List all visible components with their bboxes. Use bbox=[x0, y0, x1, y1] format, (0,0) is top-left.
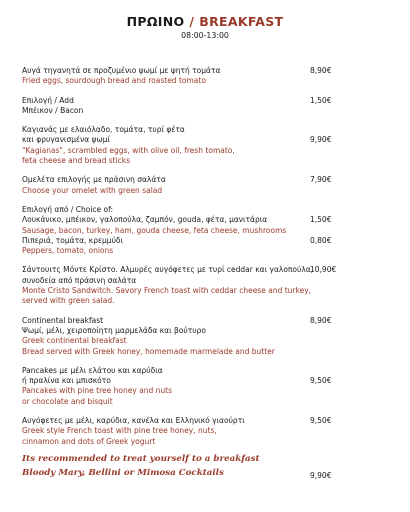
item-text-greek bbox=[22, 66, 332, 76]
menu-item bbox=[22, 125, 332, 166]
promo-price: 9,90€ bbox=[310, 470, 332, 480]
menu-item bbox=[22, 416, 332, 447]
item-text-english bbox=[22, 246, 332, 256]
item-price: 0,80€ bbox=[310, 235, 332, 245]
item-price: 7,90€ bbox=[310, 175, 332, 185]
item-text: Greek style French toast with pine tree honey, nuts, bbox=[22, 426, 217, 436]
item-price: 8,90€ bbox=[310, 66, 332, 75]
item-text: συνοδεία από πράσινη σαλάτα bbox=[22, 275, 137, 285]
item-text: και φρυγανισμένα ψωμί bbox=[22, 135, 111, 145]
item-text-english bbox=[22, 386, 332, 396]
item-text-greek bbox=[22, 175, 332, 185]
item-text-greek bbox=[22, 316, 332, 326]
item-text: Επιλογή από / Choice of: bbox=[22, 204, 114, 214]
item-text-greek bbox=[22, 96, 332, 106]
item-text-english bbox=[22, 226, 332, 236]
menu-list bbox=[22, 66, 337, 456]
item-text: Αυγά τηγανητά σε προζυμένιο ψωμί με ψητή τομάτα bbox=[22, 66, 221, 75]
item-text-greek bbox=[22, 326, 332, 336]
item-text: Peppers, tomato, onions bbox=[22, 246, 114, 256]
item-text: Ψωμί, μέλι, χειροποίητη μαρμελάδα και βούτυρο bbox=[22, 325, 206, 335]
menu-item bbox=[22, 205, 332, 256]
item-text: "Kagianas", scrambled eggs, with olive oil, fresh tomato, bbox=[22, 145, 235, 155]
item-text-english bbox=[22, 76, 332, 86]
item-text: Μπέικον / Bacon bbox=[22, 105, 84, 115]
item-text: Sausage, bacon, turkey, ham, gouda cheese, feta cheese, mushrooms bbox=[22, 225, 287, 235]
item-text-greek bbox=[22, 236, 332, 246]
item-text: Επιλογή / Add bbox=[22, 95, 74, 105]
item-text: Fried eggs, sourdough bread and roasted tomato bbox=[22, 76, 206, 86]
title-separator: / bbox=[189, 14, 195, 29]
item-text-english bbox=[22, 186, 332, 196]
item-text: Monte Cristo Sandwitch. Savory French toast with ceddar cheese and turkey, bbox=[22, 286, 312, 296]
item-text: cinnamon and dots of Greek yogurt bbox=[22, 436, 156, 446]
menu-item bbox=[22, 66, 332, 87]
menu-item bbox=[22, 96, 332, 117]
item-text-english bbox=[22, 146, 332, 156]
item-text-english bbox=[22, 156, 332, 166]
menu-item bbox=[22, 175, 332, 196]
item-price: 1,50€ bbox=[310, 95, 332, 105]
menu-item bbox=[22, 316, 332, 357]
item-text-greek bbox=[22, 376, 332, 386]
promo-line-2: Bloody Mary, Bellini or Mimosa Cocktails bbox=[22, 467, 224, 478]
item-price: 1,50€ bbox=[310, 215, 332, 225]
menu-title bbox=[0, 14, 410, 29]
title-greek: ΠΡΩΙΝΟ bbox=[126, 14, 185, 29]
item-text: Πιπεριά, τομάτα, κρεμμύδι bbox=[22, 235, 124, 245]
item-text: Greek continental breakfast bbox=[22, 336, 127, 346]
item-text: Bread served with Greek honey, homemade marmelade and butter bbox=[22, 346, 275, 356]
item-text-greek bbox=[22, 106, 332, 116]
item-text-greek bbox=[22, 125, 332, 135]
item-text-english bbox=[22, 397, 332, 407]
item-text-english bbox=[22, 426, 332, 436]
item-text-english bbox=[22, 347, 332, 357]
item-text: Pancakes with pine tree honey and nuts bbox=[22, 386, 172, 396]
opening-hours: 08:00-13:00 bbox=[181, 31, 229, 40]
menu-item bbox=[22, 366, 332, 407]
item-text: Choose your omelet with green salad bbox=[22, 185, 163, 195]
item-text: ή πραλίνα και μπισκότο bbox=[22, 376, 111, 386]
cocktail-promo bbox=[22, 453, 392, 480]
promo-line-1: Its recommended to treat yourself to a breakfast bbox=[22, 454, 260, 464]
item-text-greek bbox=[22, 416, 332, 426]
item-text-english bbox=[22, 437, 332, 447]
item-price: 9,90€ bbox=[310, 135, 332, 145]
item-text-english bbox=[22, 336, 332, 346]
item-text: Pancakes με μέλι ελάτου και καρύδια bbox=[22, 365, 163, 375]
item-text: Ομελέτα επιλογής με πράσινη σαλάτα bbox=[22, 175, 166, 185]
title-english: BREAKFAST bbox=[199, 14, 284, 29]
item-text: feta cheese and bread sticks bbox=[22, 156, 131, 166]
item-text-greek bbox=[22, 135, 332, 145]
item-text-greek bbox=[22, 205, 332, 215]
item-text-greek bbox=[22, 215, 332, 225]
item-text: or chocolate and bisquit bbox=[22, 396, 113, 406]
item-text-english bbox=[22, 286, 332, 296]
item-text: Λουκάνικο, μπέικον, γαλοπούλα, ζαμπόν, gouda, φέτα, μανιτάρια bbox=[22, 215, 268, 225]
item-text: served with green salad. bbox=[22, 296, 115, 306]
item-text-greek bbox=[22, 265, 337, 275]
item-text: Καγιανάς με ελαιόλαδο, τομάτα, τυρί φέτα bbox=[22, 125, 185, 135]
item-text: Continental breakfast bbox=[22, 315, 104, 325]
item-price: 9,50€ bbox=[310, 376, 332, 386]
menu-item bbox=[22, 265, 337, 306]
item-price: 10,90€ bbox=[310, 265, 337, 275]
item-text: Σάντουιτς Μόντε Κρίστο. Αλμυρές αυγόφετες με τυρί ceddar και γαλοπούλα, bbox=[22, 265, 314, 275]
item-price: 9,50€ bbox=[310, 416, 332, 426]
item-text-english bbox=[22, 296, 332, 306]
item-text-greek bbox=[22, 366, 332, 376]
item-text: Αυγόφετες με μέλι, καρύδια, κανέλα και Ελληνικό γιαούρτι bbox=[22, 416, 245, 426]
item-text-greek bbox=[22, 276, 332, 286]
item-price: 8,90€ bbox=[310, 315, 332, 325]
